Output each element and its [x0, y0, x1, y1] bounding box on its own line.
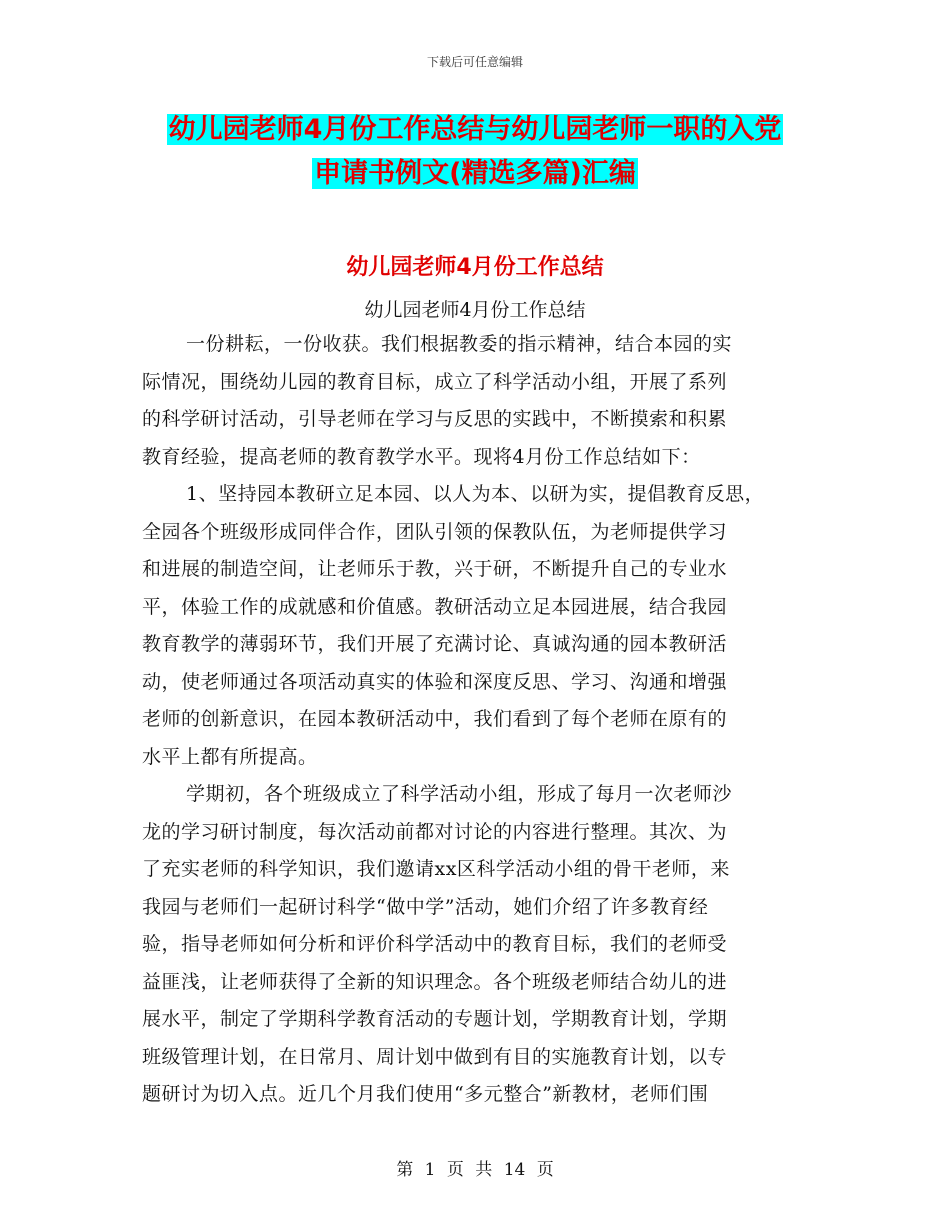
document-title-text-1: 幼儿园老师4月份工作总结与幼儿园老师一职的入党 [168, 114, 782, 145]
body-line: 我园与老师们一起研讨科学“做中学”活动，她们介绍了许多教育经 [142, 895, 709, 918]
body-line: 题研讨为切入点。近几个月我们使用“多元整合”新教材，老师们围 [142, 1083, 709, 1105]
body-line: 的科学研讨活动，引导老师在学习与反思的实践中，不断摸索和积累 [142, 408, 728, 430]
body-line: 一份耕耘，一份收获。我们根据教委的指示精神，结合本园的实 [186, 333, 733, 355]
body-line: 和进展的制造空间，让老师乐于教，兴于研，不断提升自己的专业水 [142, 558, 728, 580]
body-line: 教育教学的薄弱环节，我们开展了充满讨论、真诚沟通的园本教研活 [142, 633, 728, 655]
header-note: 下载后可任意编辑 [426, 55, 523, 69]
body-line: 了充实老师的科学知识，我们邀请xx区科学活动小组的骨干老师，来 [142, 858, 730, 880]
body-line: 验，指导老师如何分析和评价科学活动中的教育目标，我们的老师受 [142, 933, 728, 955]
body-line: 班级管理计划，在日常月、周计划中做到有目的实施教育计划，以专 [142, 1045, 728, 1068]
body-line: 展水平，制定了学期科学教育活动的专题计划，学期教育计划，学期 [142, 1008, 728, 1030]
body-line: 际情况，围绕幼儿园的教育目标，成立了科学活动小组，开展了系列 [142, 370, 728, 393]
body-line: 水平上都有所提高。 [142, 745, 318, 768]
body-line: 学期初，各个班级成立了科学活动小组，形成了每月一次老师沙 [186, 783, 733, 805]
body-text [142, 326, 802, 1114]
body-line: 老师的创新意识，在园本教研活动中，我们看到了每个老师在原有的 [142, 708, 728, 730]
document-title-text-2: 申请书例文(精选多篇)汇编 [314, 158, 636, 189]
body-line: 教育经验，提高老师的教育教学水平。现将4月份工作总结如下： [142, 445, 701, 468]
sub-heading: 幼儿园老师4月份工作总结 [364, 299, 586, 321]
section-heading: 幼儿园老师4月份工作总结 [346, 255, 604, 280]
body-line: 全园各个班级形成同伴合作，团队引领的保教队伍，为老师提供学习 [142, 520, 728, 543]
body-line: 动，使老师通过各项活动真实的体验和深度反思、学习、沟通和增强 [142, 670, 728, 693]
page-number: 第 1 页 共 14 页 [396, 1160, 554, 1180]
body-line: 益匪浅，让老师获得了全新的知识理念。各个班级老师结合幼儿的进 [142, 970, 728, 993]
document-title-line-2 [0, 154, 950, 194]
body-line: 1、坚持园本教研立足本园、以人为本、以研为实，提倡教育反思， [186, 483, 765, 505]
body-line: 龙的学习研讨制度，每次活动前都对讨论的内容进行整理。其次、为 [142, 820, 728, 843]
document-title-line-1 [0, 110, 950, 150]
body-line: 平，体验工作的成就感和价值感。教研活动立足本园进展，结合我园 [142, 595, 728, 618]
